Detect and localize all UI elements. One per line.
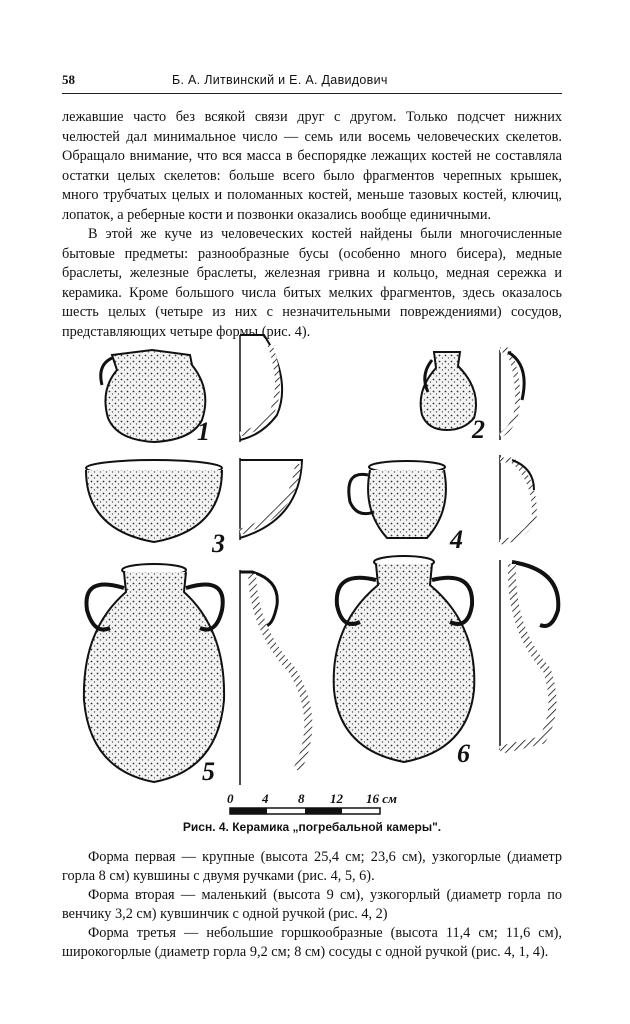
scale-label-0: 0	[227, 791, 234, 806]
vessel-label-6: 6	[457, 739, 470, 768]
vessel-6	[334, 556, 559, 768]
vessel-4	[349, 455, 535, 554]
scale-label-8: 8	[298, 791, 305, 806]
header-rule	[62, 93, 562, 94]
form-1-text: Форма первая — крупные (высота 25,4 см; 23,6 см), узкогорлые (диаметр горла 8 см) кувшины с двумя ручками (рис. 4, 5, 6).	[62, 849, 562, 884]
form-2-text: Форма вторая — маленький (высота 9 см), узкогорлый (диаметр горла по венчику 3,2 см) кувшинчик с одной ручкой (рис. 4, 2)	[62, 887, 562, 922]
scale-bar	[227, 791, 397, 814]
scale-label-4: 4	[262, 791, 269, 806]
vessel-label-2: 2	[472, 415, 485, 444]
paragraph-2: В этой же куче из человеческих костей найдены были многочисленные бытовые предметы: разнообразные бусы (особенно много бисера), медные браслеты, железные браслеты, железная гривна и кольцо, медная сережка и керамика. Кроме большого числа битых мелких фрагментов, здесь оказалось шесть целых (четыре из них с незначительными повреждениями) сосудов, представляющих четыре формы (рис. 4).	[62, 226, 562, 340]
vessel-3	[86, 458, 302, 558]
scale-label-16: 16 см	[366, 791, 397, 806]
paragraph-1: лежавшие часто без всякой связи друг с другом. Только подсчет нижних челюстей дал минимальное число — семь или восемь человеческих скелетов. Обращало внимание, что вся масса в беспорядке лежащих костей не составляла остатки целых скелетов: больше всего было фрагментов черепных крышек, много трубчатых целых и поломанных костей, меньше тазовых костей, ключиц, лопаток, а реберные кости и позвонки оказались вообще единичными.	[62, 109, 562, 223]
forms-description	[62, 848, 562, 962]
running-header	[62, 72, 562, 88]
vessel-5	[84, 564, 308, 786]
figure-caption: Рисн. 4. Керамика „погребальной камеры".	[182, 820, 442, 834]
vessel-1	[101, 335, 282, 446]
form-3-text: Форма третья — небольшие горшкообразные (высота 11,4 см; 11,6 см), широкогорлые (диаметр горла 9,2 см; 8 см) сосуды с одной ручкой (рис. 4, 1, 4).	[62, 925, 562, 960]
page-number: 58	[62, 72, 75, 87]
scale-label-12: 12	[330, 791, 343, 806]
vessel-2	[421, 350, 525, 444]
ceramics-drawing	[72, 330, 562, 825]
vessel-label-1: 1	[197, 417, 210, 446]
body-text	[62, 108, 562, 342]
running-title: Б. А. Литвинский и Е. А. Давидович	[172, 73, 388, 87]
figure-4	[72, 330, 562, 825]
vessel-label-3: 3	[212, 529, 225, 558]
vessel-label-4: 4	[450, 525, 463, 554]
vessel-label-5: 5	[202, 757, 215, 786]
